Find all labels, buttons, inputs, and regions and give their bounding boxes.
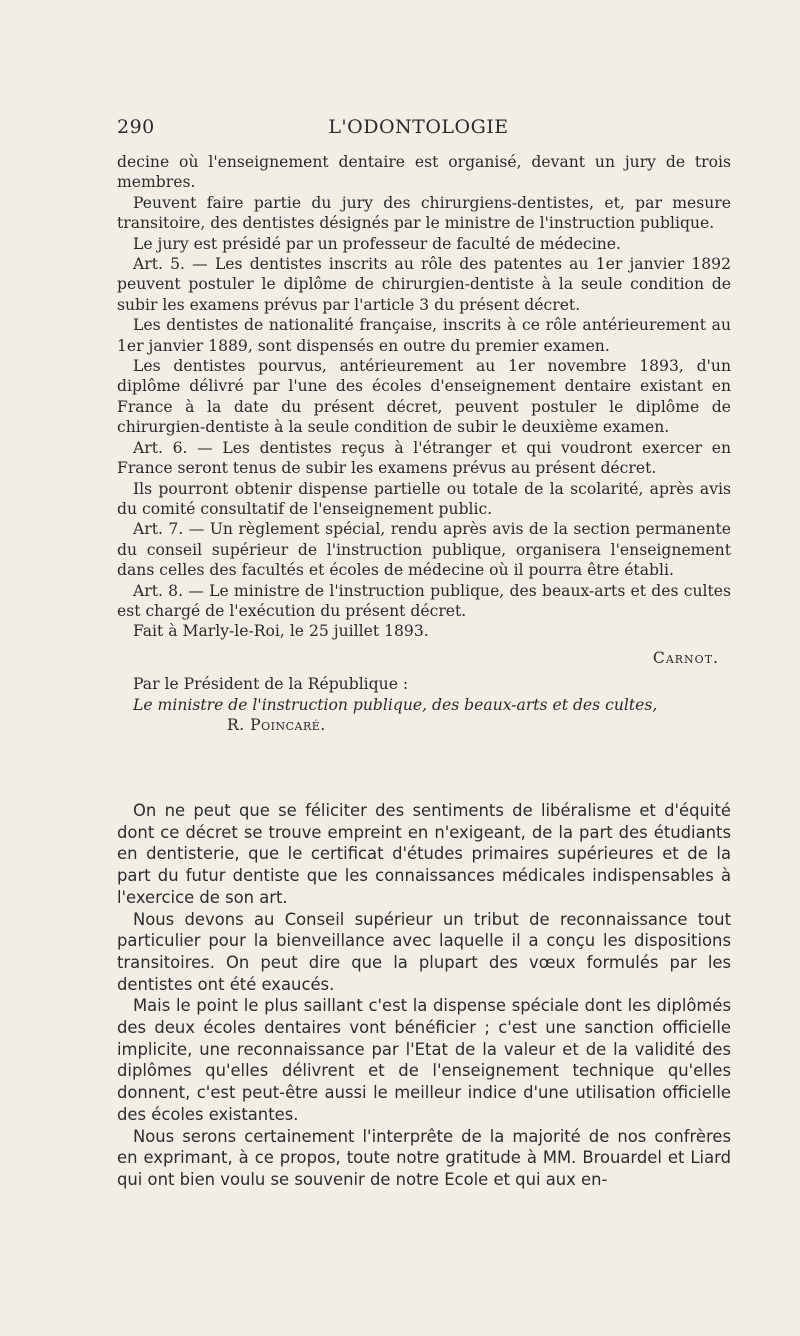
decree-article-7: Art. 7. — Un règlement spécial, rendu après avis de la section permanente du conseil supérieur de l'instruction publique, organisera l'enseignement dans celles des facultés et écoles de médecine où il pourra être établi. bbox=[117, 520, 731, 580]
countersign-role: Le ministre de l'instruction publique, des beaux-arts et des cultes, bbox=[133, 695, 658, 714]
decree-paragraph: Peuvent faire partie du jury des chirurgiens-dentistes, et, par mesure transitoire, des dentistes désignés par le ministre de l'instruction publique. bbox=[117, 193, 731, 233]
page-number: 290 bbox=[117, 116, 155, 138]
countersign-intro: Par le Président de la République : bbox=[133, 675, 409, 694]
decree-text bbox=[117, 152, 731, 735]
decree-paragraph: Le jury est présidé par un professeur de faculté de médecine. bbox=[133, 234, 621, 253]
signature-carnot: Carnot. bbox=[652, 648, 719, 667]
commentary-paragraph: Mais le point le plus saillant c'est la dispense spéciale dont les diplômés des deux écoles dentaires vont bénéficier ; c'est une sanction officielle implicite, une reconnaissance par l'Etat de la valeur et de la validité des diplômes qu'elles délivrent et de l'enseignement technique qu'elles donnent, c'est peut-être aussi le meilleur indice d'une utilisation officielle des écoles existantes. bbox=[117, 996, 731, 1124]
decree-article-6: Art. 6. — Les dentistes reçus à l'étranger et qui voudront exercer en France seront tenus de subir les examens prévus au présent décret. bbox=[117, 438, 731, 478]
decree-article-8: Art. 8. — Le ministre de l'instruction publique, des beaux-arts et des cultes est chargé de l'exécution du présent décret. bbox=[117, 581, 731, 620]
decree-article-5: Art. 5. — Les dentistes inscrits au rôle des patentes au 1er janvier 1892 peuvent postuler le diplôme de chirurgien-dentiste à la seule condition de subir les examens prévus par l'article 3 du présent décret. bbox=[117, 255, 731, 314]
countersign-name: R. Poincaré. bbox=[227, 715, 326, 734]
decree-paragraph: Ils pourront obtenir dispense partielle ou totale de la scolarité, après avis du comité consultatif de l'enseignement public. bbox=[117, 479, 731, 518]
decree-paragraph: decine où l'enseignement dentaire est organisé, devant un jury de trois membres. bbox=[117, 153, 731, 192]
running-title: L'ODONTOLOGIE bbox=[328, 116, 509, 138]
decree-paragraph: Les dentistes pourvus, antérieurement au 1er novembre 1893, d'un diplôme délivré par l'une des écoles d'enseignement dentaire existant en France à la date du présent décret, peuvent postuler le diplôme de chirurgien-dentiste à la seule condition de subir le deuxième examen. bbox=[117, 357, 731, 437]
decree-paragraph: Les dentistes de nationalité française, inscrits à ce rôle antérieurement au 1er janvier 1889, sont dispensés en outre du premier examen. bbox=[117, 316, 731, 355]
commentary-paragraph: On ne peut que se féliciter des sentiments de libéralisme et d'équité dont ce décret se trouve empreint en n'exigeant, de la part des étudiants en dentisterie, que le certificat d'études primaires supérieures et de la part du futur dentiste que les connaissances médicales indispensables à l'exercice de son art. bbox=[117, 801, 731, 907]
commentary-paragraph: Nous serons certainement l'interprête de la majorité de nos confrères en exprimant, à ce propos, toute notre gratitude à MM. Brouardel et Liard qui ont bien voulu se souvenir de notre Ecole et qui aux en- bbox=[117, 1126, 731, 1189]
commentary-text bbox=[117, 800, 731, 1191]
commentary-paragraph: Nous devons au Conseil supérieur un tribut de reconnaissance tout particulier pour la bienveillance avec laquelle il a conçu les dispositions transitoires. On peut dire que la plupart des vœux formulés par les dentistes ont été exaucés. bbox=[117, 909, 731, 994]
decree-date-line: Fait à Marly-le-Roi, le 25 juillet 1893. bbox=[133, 622, 429, 641]
